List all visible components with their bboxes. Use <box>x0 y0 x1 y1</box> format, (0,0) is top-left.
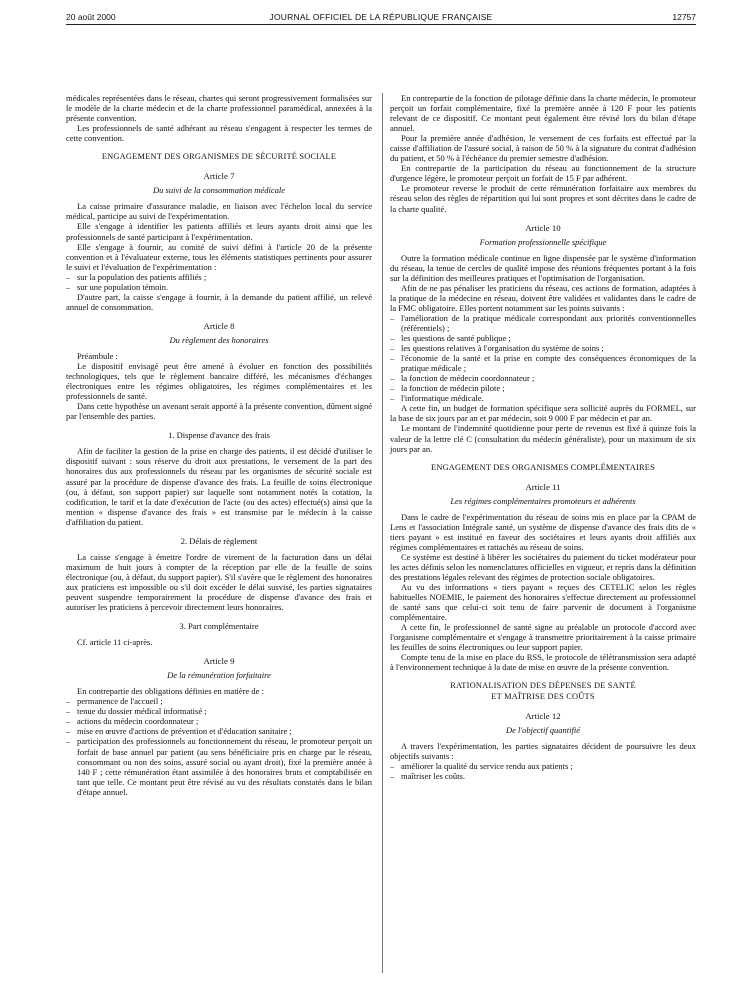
paragraph: médicales représentées dans le réseau, chartes qui seront progressivement formalisées sur le modèle de la charte médecin et de la charte professionnel paramédical, annexées à la présente convention. <box>66 93 372 124</box>
paragraph: Le montant de l'indemnité quotidienne pour perte de revenus est fixé à quinze fois la valeur de la lettre clé C (consultation du médecin généraliste), pour un maximum de six jours par an. <box>390 423 696 454</box>
article-heading: Article 7 <box>203 171 235 182</box>
article-subtitle: Du règlement des honoraires <box>169 334 269 345</box>
list <box>66 272 372 292</box>
list-item: – les questions relatives à l'organisation du système de soins ; <box>390 343 696 353</box>
column-separator <box>382 93 383 973</box>
list <box>66 696 372 796</box>
paragraph: La caisse s'engage à émettre l'ordre de virement de la facturation dans un délai maximum de huit jours à compter de la réception par elle de la feuille de soins électronique (ou, à défaut, du support papier). S'il s'avère que le règlement des honoraires aux praticiens est impossible ou s'il doit excéder le délai susvisé, les parties signataires peuvent suspendre temporairement la procédure de dispense d'avance des frais et autoriser les praticiens à percevoir directement leurs honoraires. <box>66 551 372 613</box>
list-item: – la fonction de médecin coordonnateur ; <box>390 373 696 383</box>
list-item: – l'informatique médicale. <box>390 393 696 403</box>
paragraph: Au vu des informations « tiers payant » reçues des CETELIC selon les règles habituelles NOEMIE, le paiement des honoraires s'effectue directement au professionnel de santé sans que celui-ci soit tenu de faire parvenir de document à l'organisme complémentaire. <box>390 582 696 623</box>
list <box>390 761 696 781</box>
section-heading: RATIONALISATION DES DÉPENSES DE SANTÉ <box>450 681 636 691</box>
list-item: – actions du médecin coordonnateur ; <box>66 716 372 726</box>
article-heading: Article 10 <box>525 222 561 233</box>
numbered-heading: 2. Délais de règlement <box>180 535 258 546</box>
paragraph: La caisse primaire d'assurance maladie, en liaison avec l'échelon local du service médical, participe au suivi de l'expérimentation. <box>66 201 372 222</box>
article-subtitle: Les régimes complémentaires promoteurs et adhérents <box>450 495 636 506</box>
list-item: – sur une population témoin. <box>66 282 372 292</box>
right-column <box>390 93 696 781</box>
list-item: – maîtriser les coûts. <box>390 771 696 781</box>
article-heading: Article 8 <box>203 320 235 331</box>
paragraph: Préambule : <box>77 350 118 361</box>
section-heading: ENGAGEMENT DES ORGANISMES COMPLÉMENTAIRES <box>431 462 655 472</box>
header-date: 20 août 2000 <box>66 12 116 22</box>
article-heading: Article 11 <box>525 481 561 492</box>
left-column <box>66 93 372 797</box>
numbered-heading: 1. Dispense d'avance des frais <box>168 430 270 441</box>
list-item: – l'économie de la santé et la prise en compte des conséquences économiques de la pratique médicale ; <box>390 353 696 373</box>
paragraph: Le dispositif envisagé peut être amené à évoluer en fonction des possibilités technologiques, tels que le règlement bancaire différé, les mécanismes d'échanges électroniques entre les régimes obligatoires, les régimes complémentaires et les professionnels de santé. <box>66 361 372 402</box>
paragraph: Dans cette hypothèse un avenant serait apporté à la présente convention, dûment signé par l'ensemble des parties. <box>66 401 372 422</box>
page-header <box>66 10 696 25</box>
paragraph: En contrepartie des obligations définies en matière de : <box>77 686 264 697</box>
paragraph: En contrepartie de la participation du réseau au fonctionnement de la structure d'urgence légère, le promoteur perçoit un forfait de 15 F par adhérent. <box>390 163 696 184</box>
article-heading: Article 12 <box>525 710 561 721</box>
paragraph: A travers l'expérimentation, les parties signataires décident de poursuivre les deux objectifs suivants : <box>390 740 696 761</box>
paragraph: A cette fin, le professionnel de santé signe au préalable un protocole d'accord avec l'organisme complémentaire et s'engage à transmettre prioritairement à la caisse primaire les feuilles de soins électroniques ou leur support papier. <box>390 622 696 653</box>
paragraph: Le promoteur reverse le produit de cette rémunération forfaitaire aux membres du réseau selon des règles de répartition qui lui sont propres et sont décrites dans le cadre de la charte qualité. <box>390 183 696 214</box>
list-item: – participation des professionnels au fonctionnement du réseau, le promoteur perçoit un forfait de base annuel par patient (au sens bénéficiaire pris en charge par le réseau, consommant ou non des soins, assuré social ou ayant droit), fixé la première année à 140 F ; cette rémunération étant assimilée à des honoraires bruts et comptabilisée en tant que telle. Ce montant peut être révisé au vu des résultats constatés dans le bilan d'étape annuel. <box>66 736 372 796</box>
header-page-number: 12757 <box>672 12 696 22</box>
list <box>390 313 696 403</box>
article-subtitle: De la rémunération forfaitaire <box>167 670 271 681</box>
paragraph: Pour la première année d'adhésion, le versement de ces forfaits est effectué par la caisse d'affiliation de l'assuré social, à raison de 50 % à la signature du contrat d'adhésion du patient, et 50 % à l'échéance du premier semestre d'adhésion. <box>390 133 696 164</box>
paragraph: Les professionnels de santé adhérant au réseau s'engagent à respecter les termes de cette convention. <box>66 123 372 144</box>
article-subtitle: Du suivi de la consommation médicale <box>153 185 285 196</box>
paragraph: Dans le cadre de l'expérimentation du réseau de soins mis en place par la CPAM de Lens et l'association Intégrale santé, un système de dispense d'avance des frais dits de « tiers payant » est institué en faveur des sociétaires et leurs ayants droit affiliés aux régimes complémentaires et rattachés au réseau de soins. <box>390 511 696 552</box>
list-item: – les questions de santé publique ; <box>390 333 696 343</box>
paragraph: Cf. article 11 ci-après. <box>77 637 153 648</box>
paragraph: Afin de ne pas pénaliser les praticiens du réseau, ces actions de formation, adaptées à la pratique de la médecine en réseau, doivent être validées et validantes dans le cadre de la FMC obligatoire. Elles portent notamment sur les points suivants : <box>390 282 696 313</box>
numbered-heading: 3. Part complémentaire <box>179 621 259 632</box>
section-heading: ET MAÎTRISE DES COÛTS <box>491 691 595 701</box>
list-item: – mise en œuvre d'actions de prévention et d'éducation sanitaire ; <box>66 726 372 736</box>
paragraph: Compte tenu de la mise en place du RSS, le protocole de télétransmission sera adapté à l'environnement technique à la date de mise en œuvre de la présente convention. <box>390 652 696 673</box>
article-heading: Article 9 <box>203 656 235 667</box>
paragraph: D'autre part, la caisse s'engage à fournir, à la demande du patient affilié, un relevé annuel de consommation. <box>66 291 372 312</box>
list-item: – permanence de l'accueil ; <box>66 696 372 706</box>
list-item: – tenue du dossier médical informatisé ; <box>66 706 372 716</box>
paragraph: Outre la formation médicale continue en ligne dispensée par le système d'information du réseau, la tenue de cercles de qualité impose des réunions fréquentes portant à la fois sur la définition des meilleures pratiques et l'optimisation de l'organisation. <box>390 252 696 283</box>
article-subtitle: Formation professionnelle spécifique <box>479 236 607 247</box>
paragraph: Elle s'engage à fournir, au comité de suivi défini à l'article 20 de la présente convention et à l'évaluateur externe, tous les éléments statistiques pertinents pour assurer le suivi et l'évaluation de l'expérimentation : <box>66 241 372 272</box>
paragraph: Ce système est destiné à libérer les sociétaires du paiement du ticket modérateur pour les actes définis selon les nomenclatures officielles en vigueur, et repris dans la définition des prestations légales relevant des régimes de protection sociale obligatoires. <box>390 551 696 583</box>
paragraph: A cette fin, un budget de formation spécifique sera sollicité auprès du FORMEL, sur la base de six jours par an et par médecin, soit 9 000 F par médecin et par an. <box>390 403 696 424</box>
section-heading: ENGAGEMENT DES ORGANISMES DE SÉCURITÉ SOCIALE <box>101 152 337 162</box>
list-item: – sur la population des patients affiliés ; <box>66 272 372 282</box>
paragraph: Elle s'engage à identifier les patients affiliés et leurs ayants droit ainsi que les professionnels de santé participant à l'expérimentation. <box>66 221 372 242</box>
list-item: – améliorer la qualité du service rendu aux patients ; <box>390 761 696 771</box>
header-journal-title: JOURNAL OFFICIEL DE LA RÉPUBLIQUE FRANÇAISE <box>269 12 493 22</box>
list-item: – la fonction de médecin pilote ; <box>390 383 696 393</box>
paragraph: Afin de faciliter la gestion de la prise en charge des patients, il est décidé d'utiliser le dispositif suivant : sous réserve du droit aux prestations, le versement de la part des honoraires dus aux professionnels du réseau par les organismes de sécurité sociale est assuré par la procédure de dispense d'avance des frais. La feuille de soins électronique (ou, à défaut, son support papier) sur laquelle sont notamment notés la cotation, la codification, le tarif et la date d'exécution de l'acte (ou des actes) effectué(s) ainsi que la mention « dispense d'avance des frais » est transmise par le médecin à la caisse d'affiliation du patient. <box>66 446 372 527</box>
list-item: – l'amélioration de la pratique médicale correspondant aux priorités conventionnelles (référentiels) ; <box>390 313 696 333</box>
article-subtitle: De l'objectif quantifié <box>505 724 581 735</box>
paragraph: En contrepartie de la fonction de pilotage définie dans la charte médecin, le promoteur perçoit un forfait complémentaire, fixé la première année à 120 F pour les patients relevant de ce dispositif. Ce montant peut également être révisé lors du bilan d'étape annuel. <box>390 93 696 134</box>
